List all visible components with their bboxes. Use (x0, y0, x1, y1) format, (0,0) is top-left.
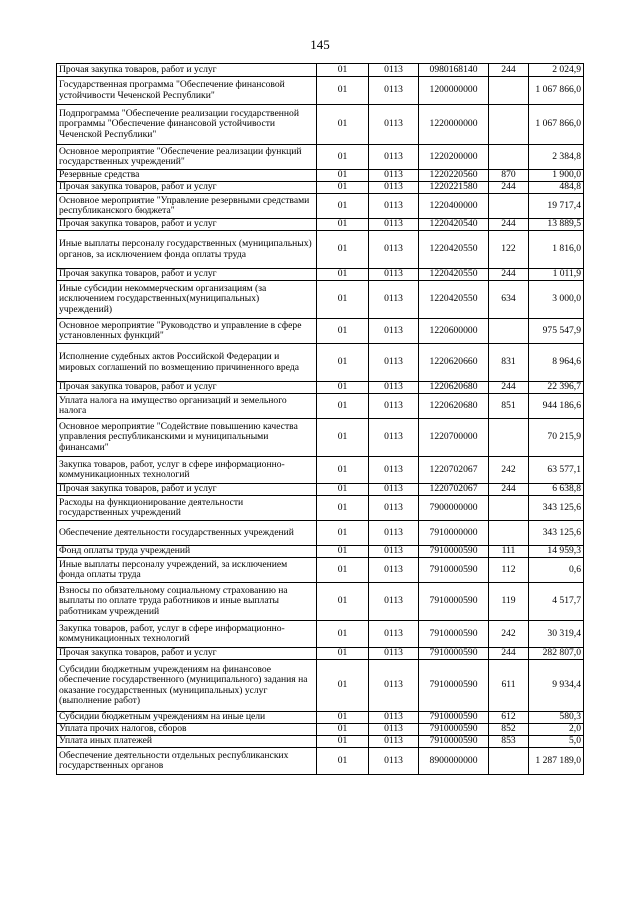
row-name: Прочая закупка товаров, работ и услуг (57, 648, 317, 660)
row-expense-type (489, 521, 529, 546)
row-expense-type (489, 748, 529, 775)
table-row (57, 394, 584, 419)
row-expense-type: 244 (489, 382, 529, 394)
row-name: Прочая закупка товаров, работ и услуг (57, 382, 317, 394)
row-section-code: 01 (317, 660, 369, 712)
row-name: Фонд оплаты труда учреждений (57, 546, 317, 558)
row-amount: 30 319,4 (529, 621, 584, 648)
row-subsection-code: 0113 (369, 182, 419, 194)
row-subsection-code: 0113 (369, 394, 419, 419)
row-subsection-code: 0113 (369, 419, 419, 457)
row-name: Закупка товаров, работ, услуг в сфере информационно-коммуникационных технологий (57, 457, 317, 484)
row-expense-type: 634 (489, 281, 529, 319)
row-name: Субсидии бюджетным учреждениям на финансовое обеспечение государственного (муниципального) задания на оказание государственных (муниципальных) услуг (выполнение работ) (57, 660, 317, 712)
row-section-code: 01 (317, 546, 369, 558)
row-expense-type (489, 145, 529, 170)
table-row (57, 419, 584, 457)
row-target-article: 7910000590 (419, 621, 489, 648)
row-expense-type: 851 (489, 394, 529, 419)
row-name: Основное мероприятие "Управление резервными средствами республиканского бюджета" (57, 194, 317, 219)
row-amount: 0,6 (529, 558, 584, 583)
table-row (57, 484, 584, 496)
row-amount: 282 807,0 (529, 648, 584, 660)
row-expense-type: 870 (489, 170, 529, 182)
row-expense-type: 244 (489, 182, 529, 194)
row-section-code: 01 (317, 182, 369, 194)
table-row (57, 231, 584, 269)
table-row (57, 648, 584, 660)
row-name: Закупка товаров, работ, услуг в сфере информационно-коммуникационных технологий (57, 621, 317, 648)
table-row (57, 496, 584, 521)
row-section-code: 01 (317, 724, 369, 736)
row-expense-type (489, 77, 529, 105)
row-target-article: 1220220560 (419, 170, 489, 182)
table-row (57, 457, 584, 484)
row-amount: 5,0 (529, 736, 584, 748)
row-name: Прочая закупка товаров, работ и услуг (57, 182, 317, 194)
table-row (57, 521, 584, 546)
row-section-code: 01 (317, 77, 369, 105)
row-expense-type: 611 (489, 660, 529, 712)
row-subsection-code: 0113 (369, 583, 419, 621)
row-target-article: 7910000590 (419, 660, 489, 712)
row-target-article: 1220700000 (419, 419, 489, 457)
row-section-code: 01 (317, 319, 369, 344)
table-row (57, 558, 584, 583)
row-subsection-code: 0113 (369, 546, 419, 558)
row-section-code: 01 (317, 748, 369, 775)
row-expense-type (489, 496, 529, 521)
row-target-article: 7910000590 (419, 558, 489, 583)
row-section-code: 01 (317, 457, 369, 484)
row-section-code: 01 (317, 648, 369, 660)
row-subsection-code: 0113 (369, 194, 419, 219)
row-target-article: 1220420540 (419, 219, 489, 231)
table-row (57, 583, 584, 621)
row-target-article: 7900000000 (419, 496, 489, 521)
table-row (57, 77, 584, 105)
row-expense-type: 112 (489, 558, 529, 583)
row-name: Прочая закупка товаров, работ и услуг (57, 269, 317, 281)
row-name: Расходы на функционирование деятельности государственных учреждений (57, 496, 317, 521)
row-section-code: 01 (317, 269, 369, 281)
row-target-article: 1220702067 (419, 484, 489, 496)
row-amount: 975 547,9 (529, 319, 584, 344)
row-expense-type: 852 (489, 724, 529, 736)
row-amount: 4 517,7 (529, 583, 584, 621)
row-name: Обеспечение деятельности отдельных республиканских государственных органов (57, 748, 317, 775)
budget-table (56, 63, 584, 775)
table-row (57, 105, 584, 145)
row-section-code: 01 (317, 712, 369, 724)
row-amount: 8 964,6 (529, 344, 584, 382)
row-expense-type (489, 194, 529, 219)
row-name: Основное мероприятие "Содействие повышению качества управления республиканскими и муниципальными финансами" (57, 419, 317, 457)
row-subsection-code: 0113 (369, 170, 419, 182)
row-section-code: 01 (317, 194, 369, 219)
row-amount: 1 900,0 (529, 170, 584, 182)
row-target-article: 1220221580 (419, 182, 489, 194)
row-section-code: 01 (317, 496, 369, 521)
row-amount: 22 396,7 (529, 382, 584, 394)
table-row (57, 170, 584, 182)
row-amount: 1 816,0 (529, 231, 584, 269)
row-subsection-code: 0113 (369, 231, 419, 269)
row-expense-type: 122 (489, 231, 529, 269)
row-subsection-code: 0113 (369, 105, 419, 145)
row-subsection-code: 0113 (369, 77, 419, 105)
row-target-article: 7910000590 (419, 546, 489, 558)
row-section-code: 01 (317, 484, 369, 496)
row-target-article: 1220200000 (419, 145, 489, 170)
table-row (57, 724, 584, 736)
row-section-code: 01 (317, 621, 369, 648)
row-expense-type: 244 (489, 219, 529, 231)
row-expense-type (489, 319, 529, 344)
row-section-code: 01 (317, 344, 369, 382)
row-name: Уплата налога на имущество организаций и земельного налога (57, 394, 317, 419)
row-target-article: 7910000590 (419, 736, 489, 748)
row-target-article: 1220420550 (419, 281, 489, 319)
row-amount: 1 067 866,0 (529, 77, 584, 105)
row-target-article: 1220000000 (419, 105, 489, 145)
row-amount: 13 889,5 (529, 219, 584, 231)
row-section-code: 01 (317, 736, 369, 748)
row-name: Основное мероприятие "Руководство и управление в сфере установленных функций" (57, 319, 317, 344)
row-section-code: 01 (317, 558, 369, 583)
row-expense-type: 119 (489, 583, 529, 621)
row-subsection-code: 0113 (369, 748, 419, 775)
row-amount: 14 959,3 (529, 546, 584, 558)
row-section-code: 01 (317, 521, 369, 546)
row-amount: 9 934,4 (529, 660, 584, 712)
row-name: Иные выплаты персоналу государственных (муниципальных) органов, за исключением фонда оплаты труда (57, 231, 317, 269)
row-subsection-code: 0113 (369, 64, 419, 77)
row-subsection-code: 0113 (369, 382, 419, 394)
row-amount: 2 384,8 (529, 145, 584, 170)
row-name: Государственная программа "Обеспечение финансовой устойчивости Чеченской Республики" (57, 77, 317, 105)
row-amount: 343 125,6 (529, 496, 584, 521)
row-subsection-code: 0113 (369, 344, 419, 382)
row-section-code: 01 (317, 170, 369, 182)
row-name: Уплата иных платежей (57, 736, 317, 748)
row-subsection-code: 0113 (369, 648, 419, 660)
table-row (57, 194, 584, 219)
table-row (57, 621, 584, 648)
row-subsection-code: 0113 (369, 496, 419, 521)
row-section-code: 01 (317, 382, 369, 394)
row-amount: 343 125,6 (529, 521, 584, 546)
row-subsection-code: 0113 (369, 319, 419, 344)
row-amount: 1 287 189,0 (529, 748, 584, 775)
row-expense-type: 244 (489, 484, 529, 496)
row-target-article: 1220420550 (419, 231, 489, 269)
row-target-article: 7910000590 (419, 583, 489, 621)
row-name: Субсидии бюджетным учреждениям на иные цели (57, 712, 317, 724)
row-target-article: 1220620680 (419, 382, 489, 394)
table-row (57, 748, 584, 775)
row-section-code: 01 (317, 145, 369, 170)
row-amount: 19 717,4 (529, 194, 584, 219)
row-expense-type: 242 (489, 457, 529, 484)
row-amount: 63 577,1 (529, 457, 584, 484)
row-name: Уплата прочих налогов, сборов (57, 724, 317, 736)
row-name: Иные выплаты персоналу учреждений, за исключением фонда оплаты труда (57, 558, 317, 583)
row-target-article: 7910000590 (419, 712, 489, 724)
table-row (57, 546, 584, 558)
row-target-article: 1220420550 (419, 269, 489, 281)
row-target-article: 0980168140 (419, 64, 489, 77)
row-expense-type: 853 (489, 736, 529, 748)
row-expense-type: 111 (489, 546, 529, 558)
table-row (57, 736, 584, 748)
row-section-code: 01 (317, 64, 369, 77)
row-subsection-code: 0113 (369, 660, 419, 712)
row-expense-type: 244 (489, 269, 529, 281)
table-row (57, 145, 584, 170)
row-subsection-code: 0113 (369, 521, 419, 546)
table-row (57, 269, 584, 281)
row-target-article: 1220600000 (419, 319, 489, 344)
row-target-article: 1200000000 (419, 77, 489, 105)
row-amount: 580,3 (529, 712, 584, 724)
row-section-code: 01 (317, 105, 369, 145)
row-subsection-code: 0113 (369, 736, 419, 748)
row-amount: 2 024,9 (529, 64, 584, 77)
row-section-code: 01 (317, 231, 369, 269)
row-target-article: 1220620660 (419, 344, 489, 382)
row-target-article: 1220620680 (419, 394, 489, 419)
row-expense-type: 244 (489, 648, 529, 660)
table-row (57, 660, 584, 712)
row-amount: 6 638,8 (529, 484, 584, 496)
row-subsection-code: 0113 (369, 621, 419, 648)
table-row (57, 281, 584, 319)
row-target-article: 7910000000 (419, 521, 489, 546)
row-subsection-code: 0113 (369, 484, 419, 496)
row-section-code: 01 (317, 394, 369, 419)
row-expense-type (489, 419, 529, 457)
table-row (57, 712, 584, 724)
row-expense-type: 244 (489, 64, 529, 77)
row-name: Прочая закупка товаров, работ и услуг (57, 219, 317, 231)
row-amount: 1 011,9 (529, 269, 584, 281)
table-row (57, 382, 584, 394)
row-subsection-code: 0113 (369, 457, 419, 484)
row-expense-type (489, 105, 529, 145)
row-target-article: 7910000590 (419, 648, 489, 660)
row-subsection-code: 0113 (369, 145, 419, 170)
row-section-code: 01 (317, 419, 369, 457)
table-row (57, 219, 584, 231)
row-amount: 1 067 866,0 (529, 105, 584, 145)
row-amount: 70 215,9 (529, 419, 584, 457)
row-target-article: 7910000590 (419, 724, 489, 736)
row-expense-type: 242 (489, 621, 529, 648)
row-name: Исполнение судебных актов Российской Федерации и мировых соглашений по возмещению причиненного вреда (57, 344, 317, 382)
table-row (57, 344, 584, 382)
row-section-code: 01 (317, 583, 369, 621)
row-subsection-code: 0113 (369, 269, 419, 281)
row-name: Основное мероприятие "Обеспечение реализации функций государственных учреждений" (57, 145, 317, 170)
table-row (57, 182, 584, 194)
row-section-code: 01 (317, 219, 369, 231)
row-name: Прочая закупка товаров, работ и услуг (57, 64, 317, 77)
row-target-article: 1220702067 (419, 457, 489, 484)
row-expense-type: 612 (489, 712, 529, 724)
row-subsection-code: 0113 (369, 281, 419, 319)
row-target-article: 8900000000 (419, 748, 489, 775)
row-amount: 944 186,6 (529, 394, 584, 419)
row-subsection-code: 0113 (369, 724, 419, 736)
row-amount: 3 000,0 (529, 281, 584, 319)
row-section-code: 01 (317, 281, 369, 319)
row-subsection-code: 0113 (369, 219, 419, 231)
table-row (57, 319, 584, 344)
row-name: Прочая закупка товаров, работ и услуг (57, 484, 317, 496)
page-number: 145 (310, 37, 330, 52)
row-name: Подпрограмма "Обеспечение реализации государственной программы "Обеспечение финансовой устойчивости Чеченской Республики" (57, 105, 317, 145)
row-target-article: 1220400000 (419, 194, 489, 219)
row-name: Резервные средства (57, 170, 317, 182)
row-name: Иные субсидии некоммерческим организациям (за исключением государственных(муниципальных) учреждений) (57, 281, 317, 319)
row-name: Обеспечение деятельности государственных учреждений (57, 521, 317, 546)
row-expense-type: 831 (489, 344, 529, 382)
row-subsection-code: 0113 (369, 712, 419, 724)
table-row (57, 64, 584, 77)
row-subsection-code: 0113 (369, 558, 419, 583)
row-name: Взносы по обязательному социальному страхованию на выплаты по оплате труда работников и иные выплаты работникам учреждений (57, 583, 317, 621)
row-amount: 2,0 (529, 724, 584, 736)
row-amount: 484,8 (529, 182, 584, 194)
